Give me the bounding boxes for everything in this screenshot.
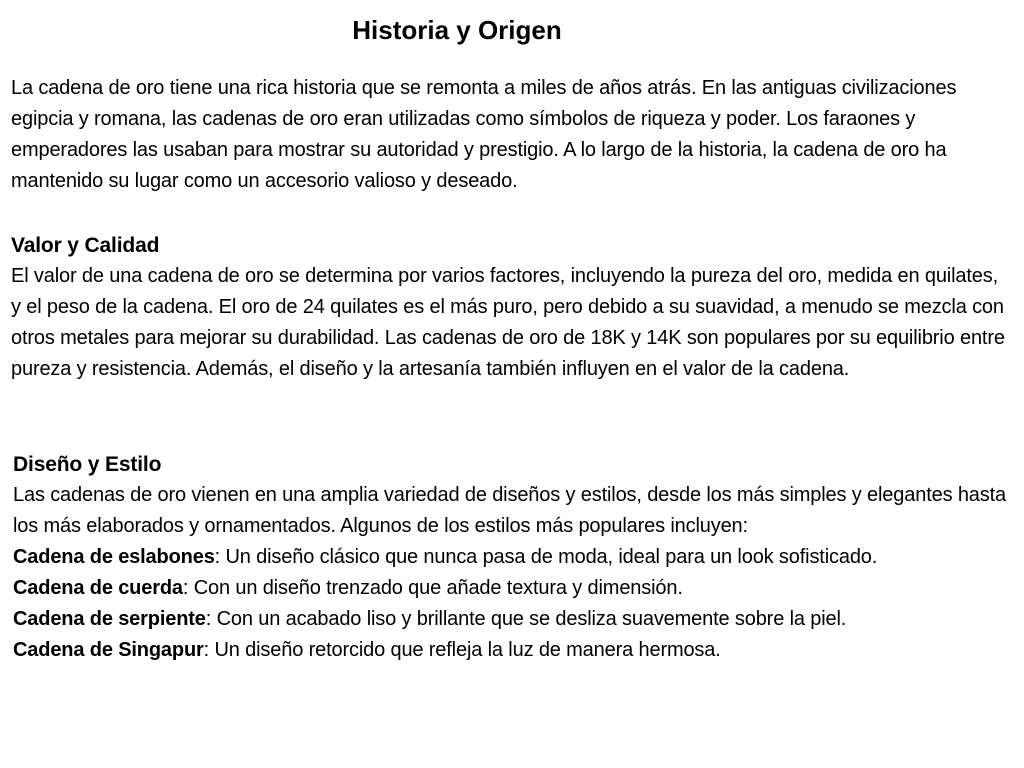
section-valor-text: El valor de una cadena de oro se determina por varios factores, incluyendo la pureza del oro, medida en quilates, y el peso de la cadena. El oro de 24 quilates es el más puro, pero debido a su suavidad, a menudo se mezcla con otros metales para mejorar su durabilidad. Las cadenas de oro de 18K y 14K son populares por su equilibrio entre pureza y resistencia. Además, el diseño y la artesanía también influyen en el valor de la cadena. bbox=[11, 265, 1005, 380]
list-item-name: Cadena de serpiente bbox=[13, 608, 206, 630]
list-item bbox=[13, 604, 1011, 635]
section-diseno bbox=[13, 449, 1011, 666]
section-historia bbox=[11, 73, 1011, 197]
list-item bbox=[13, 635, 1011, 666]
list-item bbox=[13, 573, 1011, 604]
section-historia-text: La cadena de oro tiene una rica historia que se remonta a miles de años atrás. En las antiguas civilizaciones egipcia y romana, las cadenas de oro eran utilizadas como símbolos de riqueza y poder. Los faraones y emperadores las usaban para mostrar su autoridad y prestigio. A lo largo de la historia, la cadena de oro ha mantenido su lugar como un accesorio valioso y deseado. bbox=[11, 77, 957, 192]
list-item bbox=[13, 542, 1011, 573]
list-item-description: : Un diseño clásico que nunca pasa de moda, ideal para un look sofisticado. bbox=[214, 546, 878, 568]
section-valor-heading: Valor y Calidad bbox=[11, 234, 160, 257]
list-item-description: : Un diseño retorcido que refleja la luz de manera hermosa. bbox=[203, 639, 721, 661]
list-item-description: : Con un acabado liso y brillante que se desliza suavemente sobre la piel. bbox=[205, 608, 847, 630]
section-diseno-heading: Diseño y Estilo bbox=[13, 453, 162, 476]
list-item-name: Cadena de cuerda bbox=[13, 577, 183, 599]
list-item-name: Cadena de eslabones bbox=[13, 546, 215, 568]
list-item-name: Cadena de Singapur bbox=[13, 639, 204, 661]
page-title: Historia y Origen bbox=[352, 15, 562, 45]
section-valor bbox=[11, 230, 1011, 385]
section-diseno-text: Las cadenas de oro vienen en una amplia variedad de diseños y estilos, desde los más simples y elegantes hasta los más elaborados y ornamentados. Algunos de los estilos más populares incluyen: bbox=[13, 484, 1007, 537]
list-item-description: : Con un diseño trenzado que añade textura y dimensión. bbox=[182, 577, 683, 599]
